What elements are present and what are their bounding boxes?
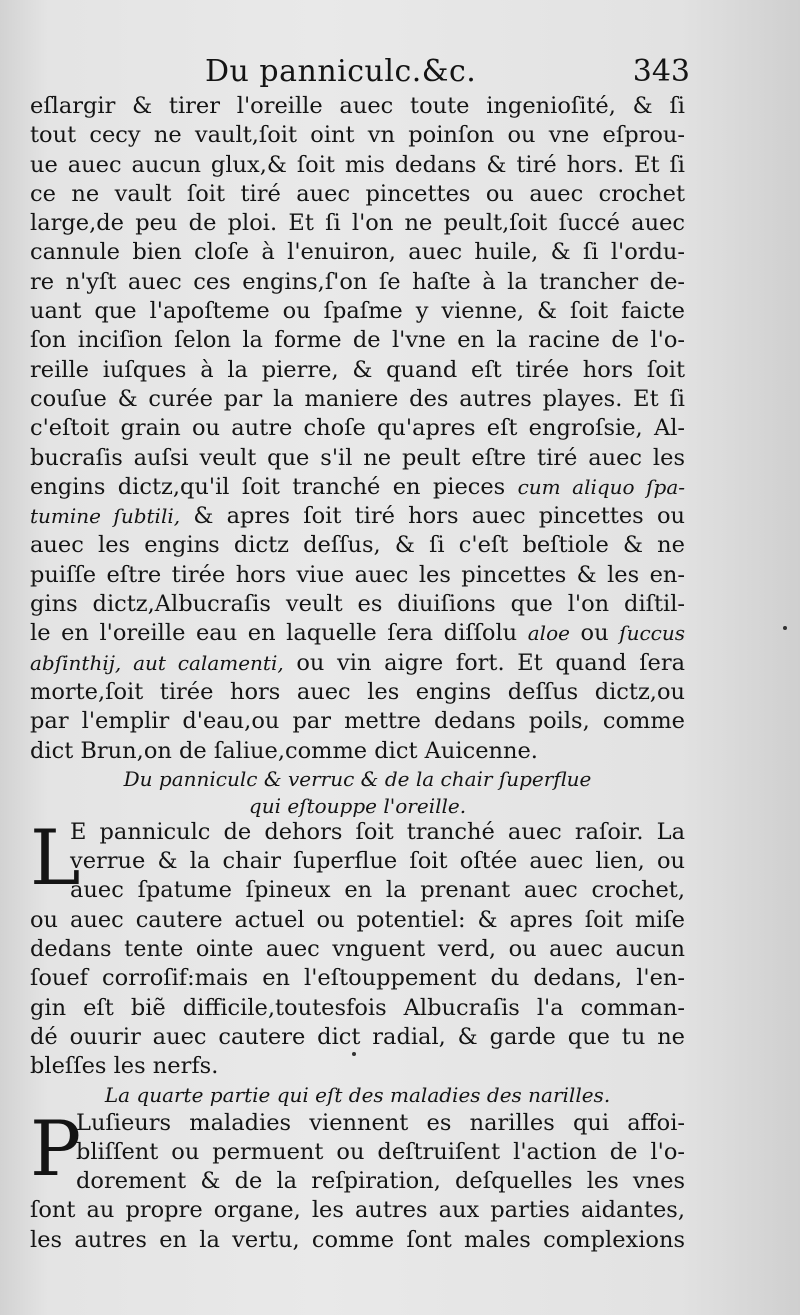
text-line: bucraſis auſsi veult que s'il ne peult eſtre tiré auec les [30,444,685,471]
section-heading: qui eſtouppe l'oreille. [248,793,467,818]
text-run: ou vin aigre fort. Et quand ſera [283,649,686,676]
text-line: ſont au propre organe, les autres aux parties aidantes, [30,1197,685,1224]
section-heading: Du panniculc & verruc & de la chair ſuperflue [123,766,592,791]
ink-speck [783,626,787,630]
text-line: bliſſent ou permuent ou deſtruiſent l'action de l'o- [76,1138,685,1165]
latin-phrase: abſinthij, aut calamenti, [30,650,284,675]
text-line: large,de peu de ploi. Et ſi l'on ne peult,ſoit ſuccé auec [30,210,685,237]
text-line: tout cecy ne vault,ſoit oint vn poinſon ou vne eſprou- [30,122,685,149]
text-line: ce ne vault ſoit tiré auec pincettes ou auec crochet [30,180,685,207]
drop-cap: P [30,1103,82,1193]
section-heading: La quarte partie qui eſt des maladies des narilles. [104,1082,611,1107]
text-line: uant que l'apoſteme ou ſpaſme y vienne, & ſoit faicte [30,298,685,325]
text-line: reille iuſques à la pierre, & quand eſt tirée hors ſoit [30,356,685,383]
latin-word: aloe [527,621,570,646]
text-line: Luſieurs maladies viennent es narilles qui affoi- [76,1109,685,1136]
text-line: gins dictz,Albucraſis veult es diuiſions que l'on diſtil- [30,591,685,618]
text-run: le en l'oreille eau en laquelle ſera diſſolu [30,620,528,647]
text-line: ou auec cautere actuel ou potentiel: & apres ſoit miſe [30,906,685,933]
text-line: eſlargir & tirer l'oreille auec toute ingenioſité, & ſi [30,93,685,119]
text-line: morte,ſoit tirée hors auec les engins deſſus dictz,ou [30,678,685,705]
text-line [30,619,685,648]
text-line: ſouef corroſif:mais en l'eſtouppement du dedans, l'en- [30,965,685,992]
text-line: puiſſe eſtre tirée hors viue auec les pincettes & les en- [30,561,685,588]
body-text [30,92,685,1255]
text-line: les autres en la vertu, comme ſont males complexions [30,1226,685,1253]
paragraph [30,1103,685,1255]
text-line: verrue & la chair ſuperflue ſoit oſtée auec lien, ou [70,848,685,875]
text-line: auec ſpatume ſpineux en la prenant auec crochet, [70,877,685,904]
text-line: dorement & de la reſpiration, deſquelles les vnes [76,1168,685,1195]
text-line: E panniculc de dehors ſoit tranché auec raſoir. La [70,818,685,845]
latin-word: ſuccus [619,621,686,646]
text-line: gin eſt biẽ difficile,toutesfois Albucraſis l'a comman- [30,994,685,1021]
drop-cap: L [30,812,81,902]
text-line [30,649,685,678]
running-title: Du panniculc.&c. [205,54,477,89]
text-line: dé ouurir auec cautere dict radial, & garde que tu ne [30,1023,685,1050]
paragraph [30,812,685,1082]
text-run: & apres ſoit tiré hors auec pincettes ou [193,503,685,530]
text-run: engins dictz,qu'il ſoit tranché en pieces [30,473,518,500]
text-line: par l'emplir d'eau,ou par mettre dedans poils, comme [30,708,685,735]
text-line: auec les engins dictz deſſus, & ſi c'eſt beſtiole & ne [30,532,685,559]
text-line: ſon inciſion ſelon la forme de l'vne en la racine de l'o- [30,327,685,354]
text-line: c'eſtoit grain ou autre choſe qu'apres eſt engroſsie, Al- [30,415,685,442]
text-line: dict Brun,on de ſaliue,comme dict Auicenne. [30,737,538,764]
page-number: 343 [632,54,690,89]
text-line: re n'yſt auec ces engins,ſ'on ſe haſte à la trancher de- [30,268,685,295]
text-line [30,473,685,502]
text-run: ou [569,620,620,647]
text-line: bleſſes les nerfs. [30,1053,219,1080]
text-line [30,502,685,531]
latin-phrase: tumine ſubtili, [30,504,181,529]
text-line: ue auec aucun glux,& ſoit mis dedans & tiré hors. Et ſi [30,151,685,178]
text-line: cannule bien cloſe à l'enuiron, auec huile, & ſi l'ordu- [30,239,685,266]
latin-phrase: cum aliquo ſpa- [517,474,686,499]
text-line: dedans tente ointe auec vnguent verd, ou auec aucun [30,936,685,963]
ink-speck [352,1052,356,1056]
text-line: couſue & curée par la maniere des autres playes. Et ſi [30,385,685,412]
